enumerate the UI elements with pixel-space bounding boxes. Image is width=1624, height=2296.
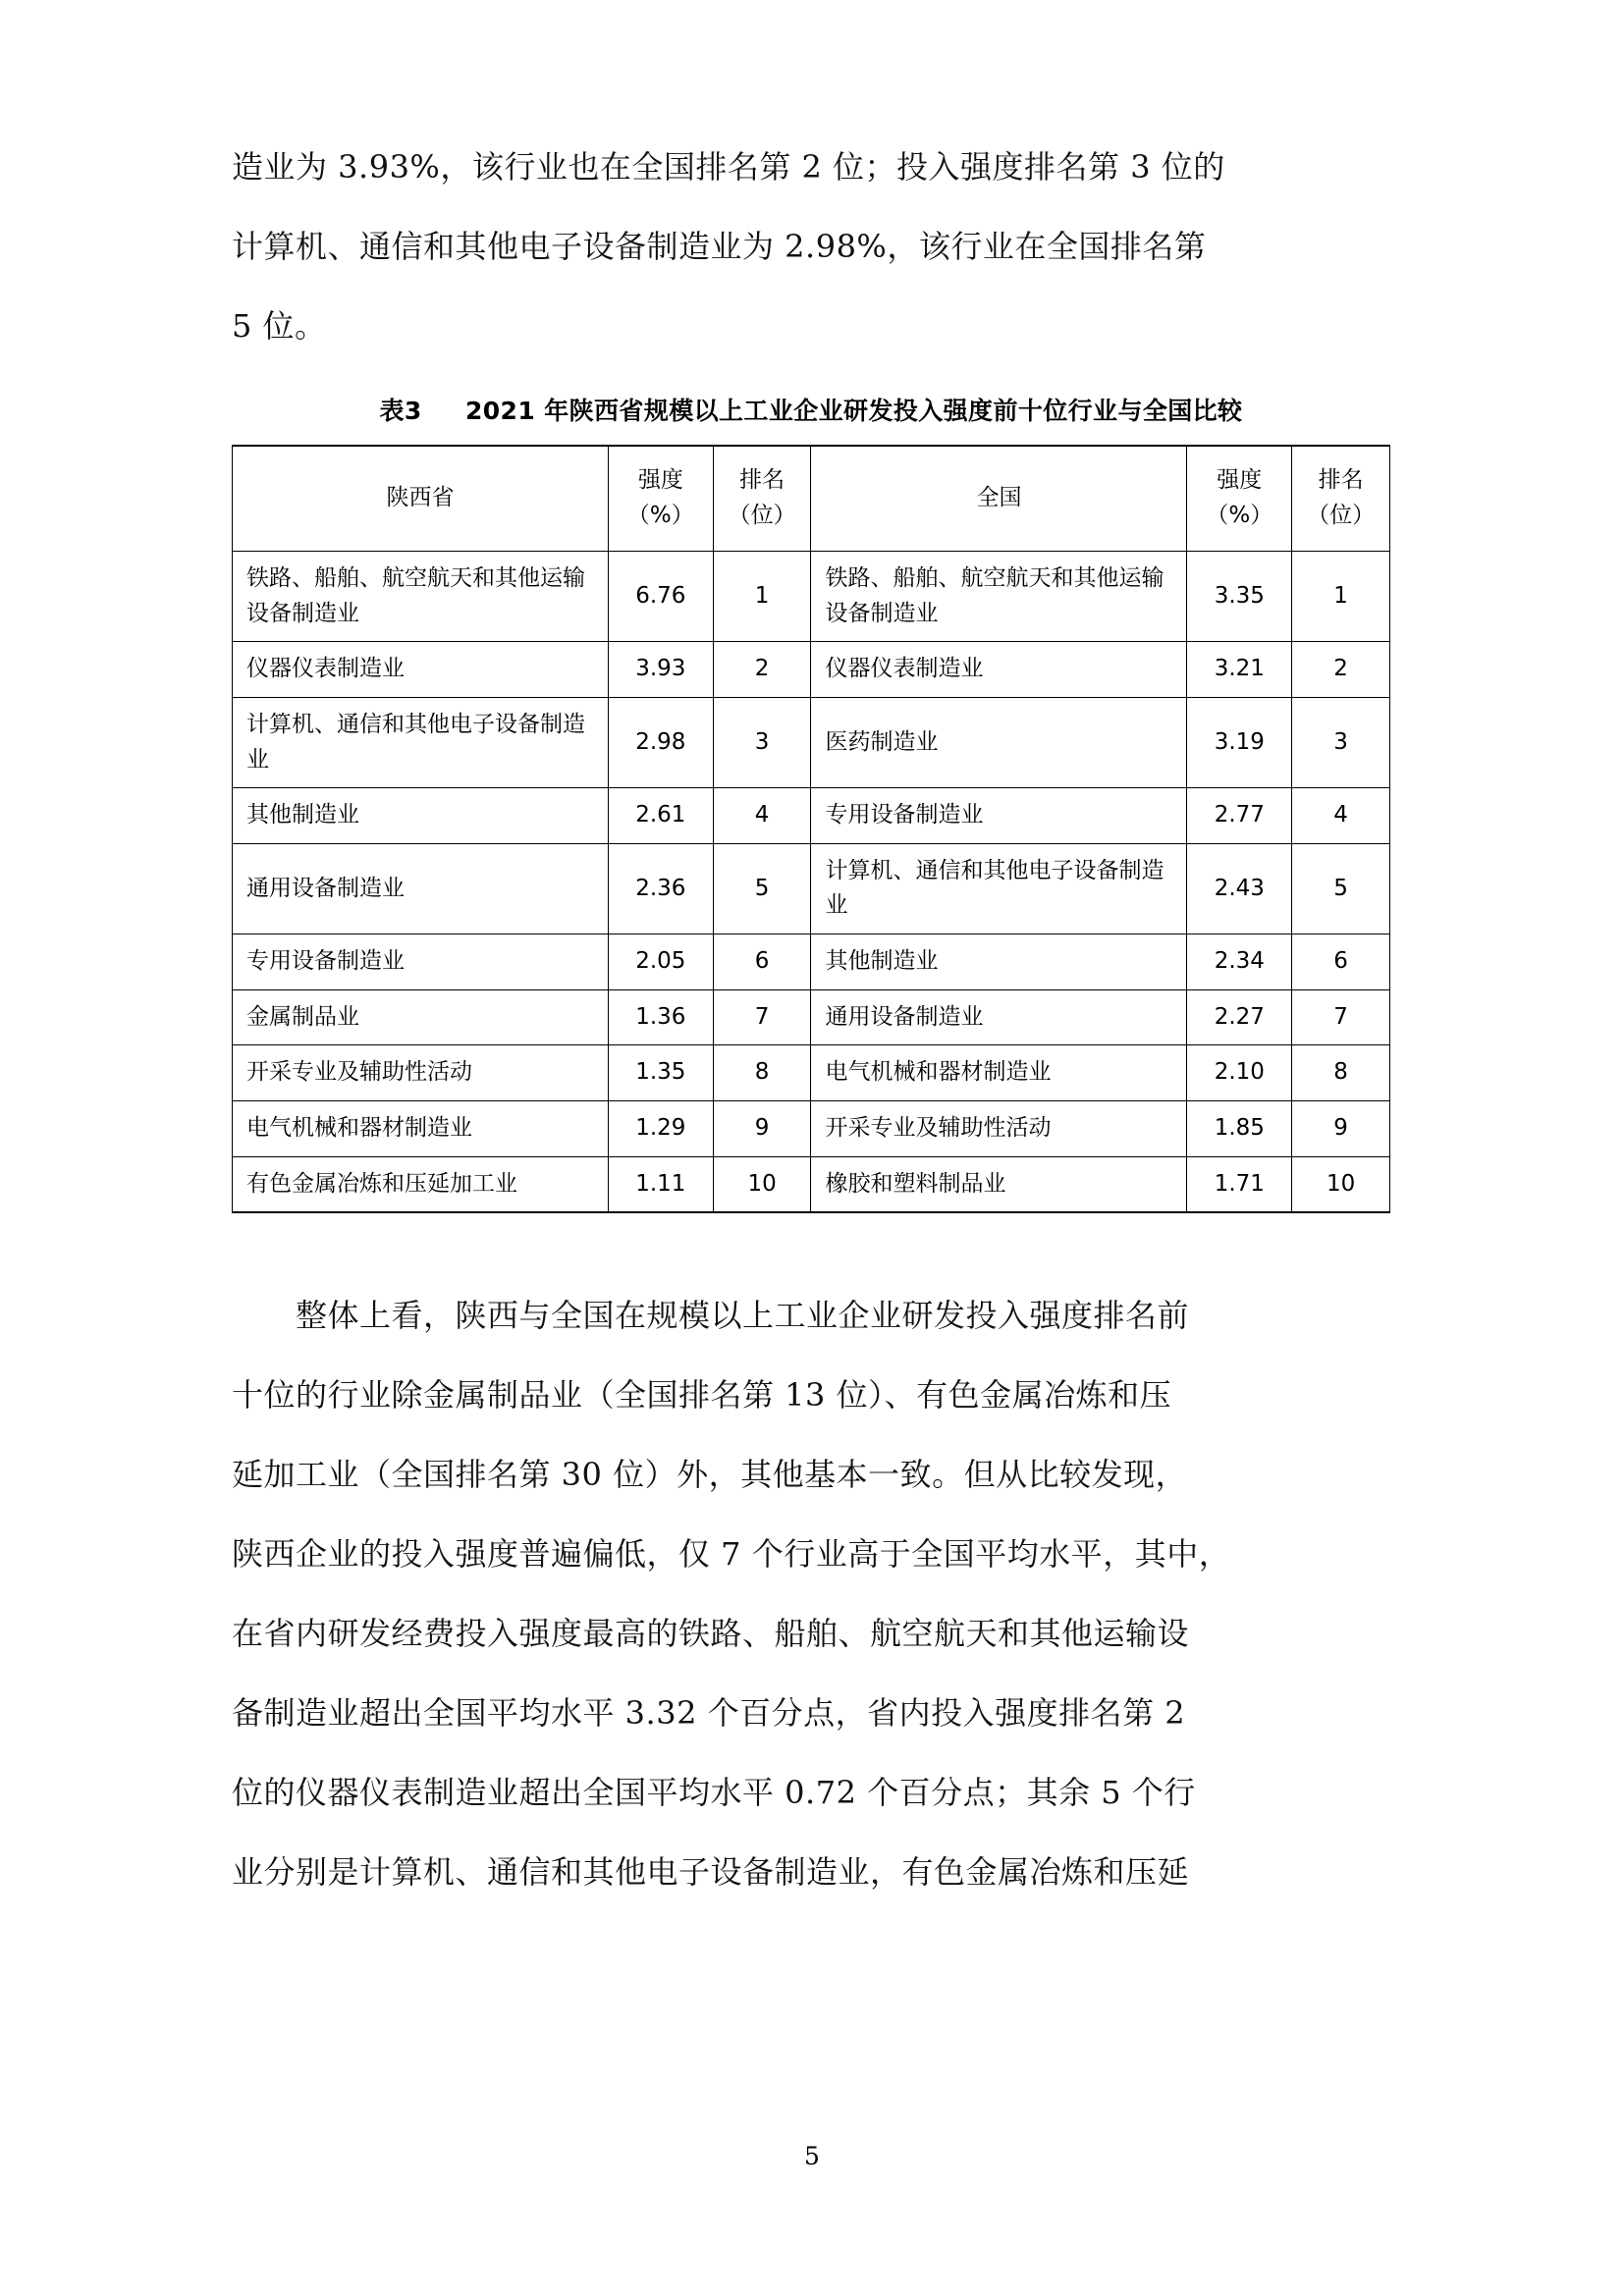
cell-national-rank: 10 xyxy=(1292,1156,1390,1212)
cell-national-rank: 8 xyxy=(1292,1045,1390,1101)
cell-national-rank: 7 xyxy=(1292,989,1390,1045)
cell-national-industry: 其他制造业 xyxy=(811,934,1187,990)
cell-national-intensity: 2.77 xyxy=(1187,788,1292,844)
table-row xyxy=(233,843,1390,934)
cell-national-rank: 5 xyxy=(1292,843,1390,934)
cell-province-industry: 其他制造业 xyxy=(233,788,609,844)
header-national-rank xyxy=(1292,446,1390,552)
paragraph-line: 计算机、通信和其他电子设备制造业为 2.98%，该行业在全国排名第 xyxy=(232,228,1207,265)
header-line: 强度 xyxy=(637,467,683,494)
cell-province-rank: 10 xyxy=(713,1156,811,1212)
header-line: （位） xyxy=(1307,503,1376,528)
cell-province-rank: 4 xyxy=(713,788,811,844)
cell-province-rank: 2 xyxy=(713,642,811,698)
cell-national-intensity: 3.35 xyxy=(1187,552,1292,642)
cell-province-industry: 开采专业及辅助性活动 xyxy=(233,1045,609,1101)
table-row xyxy=(233,1045,1390,1101)
paragraph-line: 在省内研发经费投入强度最高的铁路、船舶、航空航天和其他运输设 xyxy=(232,1615,1190,1653)
cell-province-industry: 金属制品业 xyxy=(233,989,609,1045)
cell-national-industry: 仪器仪表制造业 xyxy=(811,642,1187,698)
table-row xyxy=(233,1156,1390,1212)
cell-province-industry: 计算机、通信和其他电子设备制造业 xyxy=(233,697,609,787)
cell-province-intensity: 2.98 xyxy=(608,697,713,787)
cell-province-intensity: 2.05 xyxy=(608,934,713,990)
header-line: 排名 xyxy=(1318,467,1364,494)
cell-province-intensity: 2.61 xyxy=(608,788,713,844)
header-line: （位） xyxy=(728,503,796,528)
cell-national-rank: 9 xyxy=(1292,1101,1390,1157)
cell-province-intensity: 1.35 xyxy=(608,1045,713,1101)
header-province-intensity xyxy=(608,446,713,552)
cell-national-industry: 医药制造业 xyxy=(811,697,1187,787)
paragraph-line: 延加工业（全国排名第 30 位）外，其他基本一致。但从比较发现， xyxy=(232,1456,1188,1494)
table-header xyxy=(233,446,1390,552)
cell-province-industry: 有色金属冶炼和压延加工业 xyxy=(233,1156,609,1212)
cell-province-industry: 专用设备制造业 xyxy=(233,934,609,990)
paragraph-line: 5 位。 xyxy=(232,307,327,345)
page-content xyxy=(232,128,1390,1912)
cell-national-industry: 计算机、通信和其他电子设备制造业 xyxy=(811,843,1187,934)
cell-national-industry: 通用设备制造业 xyxy=(811,989,1187,1045)
cell-province-intensity: 3.93 xyxy=(608,642,713,698)
cell-province-intensity: 1.29 xyxy=(608,1101,713,1157)
cell-national-rank: 2 xyxy=(1292,642,1390,698)
table-row xyxy=(233,697,1390,787)
paragraph-line: 业分别是计算机、通信和其他电子设备制造业，有色金属冶炼和压延 xyxy=(232,1853,1190,1892)
table-row xyxy=(233,934,1390,990)
bottom-paragraph xyxy=(232,1276,1390,1912)
header-province-rank xyxy=(713,446,811,552)
cell-province-rank: 5 xyxy=(713,843,811,934)
header-national-intensity xyxy=(1187,446,1292,552)
rd-intensity-table xyxy=(232,445,1390,1213)
table-caption xyxy=(232,392,1390,427)
paragraph-line: 十位的行业除金属制品业（全国排名第 13 位）、有色金属冶炼和压 xyxy=(232,1376,1172,1415)
paragraph-line: 备制造业超出全国平均水平 3.32 个百分点，省内投入强度排名第 2 xyxy=(232,1694,1186,1733)
table-caption-label: 表3 xyxy=(379,397,422,425)
cell-province-intensity: 1.36 xyxy=(608,989,713,1045)
paragraph-line: 造业为 3.93%，该行业也在全国排名第 2 位；投入强度排名第 3 位的 xyxy=(232,148,1225,186)
cell-province-intensity: 2.36 xyxy=(608,843,713,934)
cell-province-rank: 3 xyxy=(713,697,811,787)
cell-province-industry: 铁路、船舶、航空航天和其他运输设备制造业 xyxy=(233,552,609,642)
cell-national-industry: 橡胶和塑料制品业 xyxy=(811,1156,1187,1212)
cell-national-intensity: 3.21 xyxy=(1187,642,1292,698)
header-line: 强度 xyxy=(1217,467,1263,494)
table-row xyxy=(233,989,1390,1045)
cell-national-intensity: 2.43 xyxy=(1187,843,1292,934)
cell-national-industry: 开采专业及辅助性活动 xyxy=(811,1101,1187,1157)
cell-national-industry: 专用设备制造业 xyxy=(811,788,1187,844)
header-line: 排名 xyxy=(739,467,785,494)
cell-national-intensity: 1.85 xyxy=(1187,1101,1292,1157)
cell-province-rank: 1 xyxy=(713,552,811,642)
cell-province-intensity: 6.76 xyxy=(608,552,713,642)
top-paragraph xyxy=(232,128,1390,366)
cell-national-rank: 3 xyxy=(1292,697,1390,787)
cell-national-intensity: 2.34 xyxy=(1187,934,1292,990)
table-row xyxy=(233,642,1390,698)
cell-province-rank: 6 xyxy=(713,934,811,990)
cell-national-intensity: 3.19 xyxy=(1187,697,1292,787)
cell-national-rank: 1 xyxy=(1292,552,1390,642)
paragraph-line: 整体上看，陕西与全国在规模以上工业企业研发投入强度排名前 xyxy=(232,1297,1190,1335)
table-row xyxy=(233,552,1390,642)
cell-province-industry: 电气机械和器材制造业 xyxy=(233,1101,609,1157)
cell-province-rank: 9 xyxy=(713,1101,811,1157)
table-row xyxy=(233,1101,1390,1157)
cell-national-industry: 电气机械和器材制造业 xyxy=(811,1045,1187,1101)
page-number: 5 xyxy=(804,2142,820,2170)
cell-province-industry: 仪器仪表制造业 xyxy=(233,642,609,698)
paragraph-line: 陕西企业的投入强度普遍偏低，仅 7 个行业高于全国平均水平，其中， xyxy=(232,1535,1231,1574)
paragraph-line: 位的仪器仪表制造业超出全国平均水平 0.72 个百分点；其余 5 个行 xyxy=(232,1774,1196,1812)
table-row xyxy=(233,788,1390,844)
cell-national-intensity: 2.10 xyxy=(1187,1045,1292,1101)
cell-national-rank: 4 xyxy=(1292,788,1390,844)
cell-national-intensity: 1.71 xyxy=(1187,1156,1292,1212)
header-national-name: 全国 xyxy=(811,446,1187,552)
cell-province-rank: 7 xyxy=(713,989,811,1045)
cell-national-intensity: 2.27 xyxy=(1187,989,1292,1045)
cell-province-rank: 8 xyxy=(713,1045,811,1101)
cell-province-industry: 通用设备制造业 xyxy=(233,843,609,934)
table-header-row xyxy=(233,446,1390,552)
cell-province-intensity: 1.11 xyxy=(608,1156,713,1212)
header-line: （%） xyxy=(626,503,694,528)
table-caption-text: 2021 年陕西省规模以上工业企业研发投入强度前十位行业与全国比较 xyxy=(464,397,1243,425)
table-body xyxy=(233,552,1390,1213)
header-line: （%） xyxy=(1206,503,1273,528)
cell-national-rank: 6 xyxy=(1292,934,1390,990)
cell-national-industry: 铁路、船舶、航空航天和其他运输设备制造业 xyxy=(811,552,1187,642)
header-province-name: 陕西省 xyxy=(233,446,609,552)
